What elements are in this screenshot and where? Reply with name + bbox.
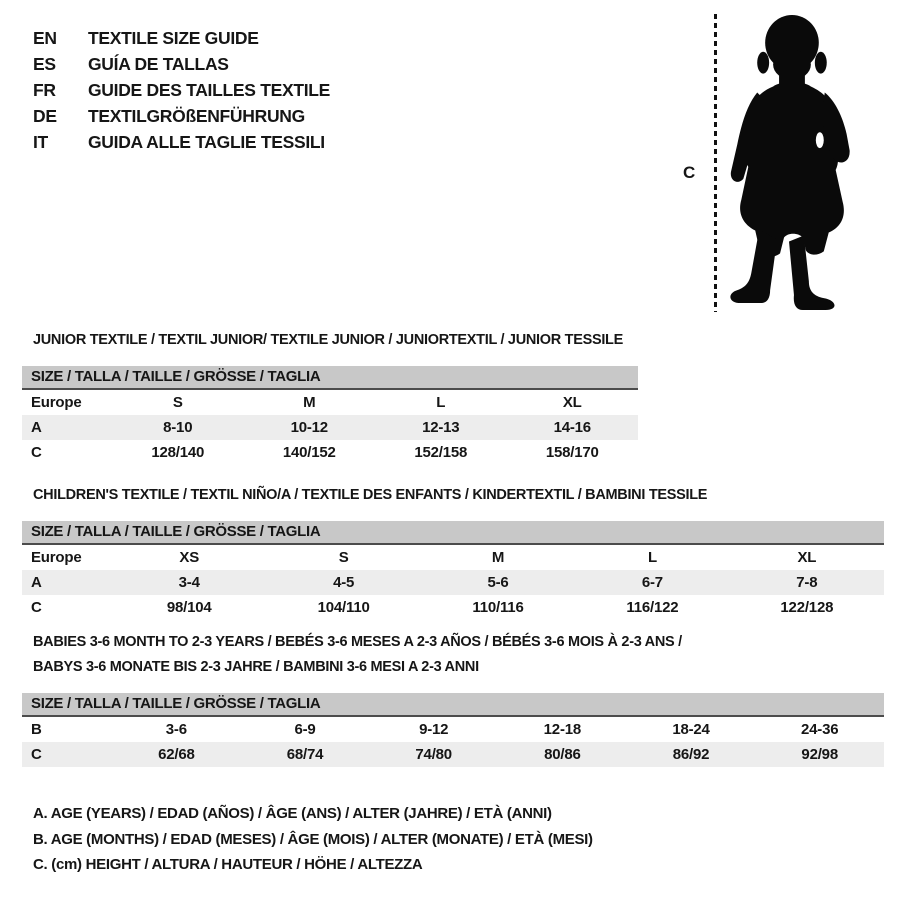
size-cell: 12-13 bbox=[422, 419, 460, 436]
section-title bbox=[33, 483, 884, 508]
section-title-line: BABIES 3-6 MONTH TO 2-3 YEARS / BEBÉS 3-6 MESES A 2-3 AÑOS / BÉBÉS 3-6 MOIS À 2-3 ANS / bbox=[33, 634, 682, 650]
footnote-line: B. AGE (MONTHS) / EDAD (MESES) / ÂGE (MOIS) / ALTER (MONATE) / ETÀ (MESI) bbox=[33, 830, 593, 848]
language-title: TEXTILE SIZE GUIDE bbox=[88, 28, 259, 48]
language-code: FR bbox=[33, 80, 56, 100]
size-cell: S bbox=[338, 549, 349, 566]
footnote-line: A. AGE (YEARS) / EDAD (AÑOS) / ÂGE (ANS) / ALTER (JAHRE) / ETÀ (ANNI) bbox=[33, 805, 552, 822]
size-cell: 104/110 bbox=[317, 599, 370, 616]
height-measure-dotted-line bbox=[714, 14, 717, 312]
size-cell: 4-5 bbox=[333, 574, 355, 591]
language-title: GUIDA ALLE TAGLIE TESSILI bbox=[88, 132, 325, 152]
height-measure-label: C bbox=[683, 163, 696, 182]
size-cell: 98/104 bbox=[166, 599, 212, 616]
size-cell: 74/80 bbox=[415, 746, 452, 763]
table-row bbox=[22, 595, 884, 620]
size-table bbox=[22, 521, 884, 620]
size-cell: 152/158 bbox=[414, 444, 468, 461]
size-cell: L bbox=[647, 549, 657, 566]
language-title: GUÍA DE TALLAS bbox=[88, 54, 229, 74]
language-code: DE bbox=[33, 106, 57, 126]
size-cell: 158/170 bbox=[545, 444, 599, 461]
table-row bbox=[22, 440, 638, 465]
row-label: A bbox=[31, 574, 42, 591]
size-cell: 80/86 bbox=[544, 746, 581, 763]
table-header: SIZE / TALLA / TAILLE / GRÖSSE / TAGLIA bbox=[22, 521, 884, 545]
language-title: GUIDE DES TAILLES TEXTILE bbox=[88, 80, 331, 100]
size-cell: 68/74 bbox=[286, 746, 324, 763]
size-cell: XS bbox=[179, 549, 200, 566]
footnotes-legend bbox=[33, 801, 593, 878]
table-header: SIZE / TALLA / TAILLE / GRÖSSE / TAGLIA bbox=[22, 366, 638, 390]
size-cell: 7-8 bbox=[796, 574, 818, 591]
baby-silhouette-icon bbox=[728, 13, 850, 311]
row-label: B bbox=[31, 721, 42, 738]
size-cell: 9-12 bbox=[419, 721, 449, 738]
size-cell: 18-24 bbox=[672, 721, 710, 738]
size-cell: 92/98 bbox=[801, 746, 838, 763]
table-row bbox=[22, 390, 638, 415]
size-cell: 6-9 bbox=[294, 721, 316, 738]
size-cell: 122/128 bbox=[780, 599, 834, 616]
row-label: C bbox=[31, 746, 42, 763]
size-cell: 116/122 bbox=[626, 599, 679, 616]
size-cell: 8-10 bbox=[163, 419, 193, 436]
table-row bbox=[22, 415, 638, 440]
section-babies-textile bbox=[22, 630, 884, 767]
size-cell: 3-4 bbox=[178, 574, 200, 591]
size-cell: 3-6 bbox=[165, 721, 187, 738]
section-title bbox=[33, 328, 638, 353]
size-cell: M bbox=[303, 394, 316, 411]
language-title: TEXTILGRÖßENFÜHRUNG bbox=[88, 106, 305, 126]
row-label: C bbox=[31, 444, 42, 461]
size-cell: 6-7 bbox=[641, 574, 663, 591]
section-title-line: BABYS 3-6 MONATE BIS 2-3 JAHRE / BAMBINI 3-6 MESI A 2-3 ANNI bbox=[33, 659, 479, 675]
size-cell: 5-6 bbox=[487, 574, 509, 591]
size-cell: XL bbox=[797, 549, 817, 566]
size-cell: M bbox=[491, 549, 505, 566]
size-cell: 140/152 bbox=[282, 444, 336, 461]
language-code: ES bbox=[33, 54, 56, 74]
size-cell: 10-12 bbox=[290, 419, 328, 436]
size-table bbox=[22, 366, 638, 465]
section-childrens-textile bbox=[22, 483, 884, 620]
size-cell: 110/116 bbox=[472, 599, 524, 616]
table-header: SIZE / TALLA / TAILLE / GRÖSSE / TAGLIA bbox=[22, 693, 884, 717]
table-row bbox=[22, 545, 884, 570]
size-cell: 24-36 bbox=[801, 721, 839, 738]
language-code: IT bbox=[33, 132, 48, 152]
footnote-line: C. (cm) HEIGHT / ALTURA / HAUTEUR / HÖHE / ALTEZZA bbox=[33, 856, 423, 873]
size-cell: 128/140 bbox=[151, 444, 205, 461]
row-label: Europe bbox=[31, 549, 82, 566]
section-title-line: JUNIOR TEXTILE / TEXTIL JUNIOR/ TEXTILE JUNIOR / JUNIORTEXTIL / JUNIOR TESSILE bbox=[33, 332, 623, 348]
size-cell: XL bbox=[562, 394, 582, 411]
size-cell: 14-16 bbox=[553, 419, 591, 436]
section-title bbox=[33, 630, 884, 680]
row-label: A bbox=[31, 419, 42, 436]
table-row bbox=[22, 742, 884, 767]
size-cell: S bbox=[172, 394, 183, 411]
baby-figure bbox=[0, 0, 900, 330]
size-cell: L bbox=[436, 394, 446, 411]
size-cell: 12-18 bbox=[543, 721, 582, 738]
section-title-line: CHILDREN'S TEXTILE / TEXTIL NIÑO/A / TEXTILE DES ENFANTS / KINDERTEXTIL / BAMBINI TESSILE bbox=[33, 487, 708, 503]
table-row bbox=[22, 717, 884, 742]
row-label: C bbox=[31, 599, 42, 616]
size-table bbox=[22, 693, 884, 767]
row-label: Europe bbox=[31, 394, 82, 411]
size-cell: 62/68 bbox=[158, 746, 195, 763]
size-cell: 86/92 bbox=[672, 746, 710, 763]
language-code: EN bbox=[33, 28, 57, 48]
section-junior-textile bbox=[22, 328, 638, 465]
table-row bbox=[22, 570, 884, 595]
